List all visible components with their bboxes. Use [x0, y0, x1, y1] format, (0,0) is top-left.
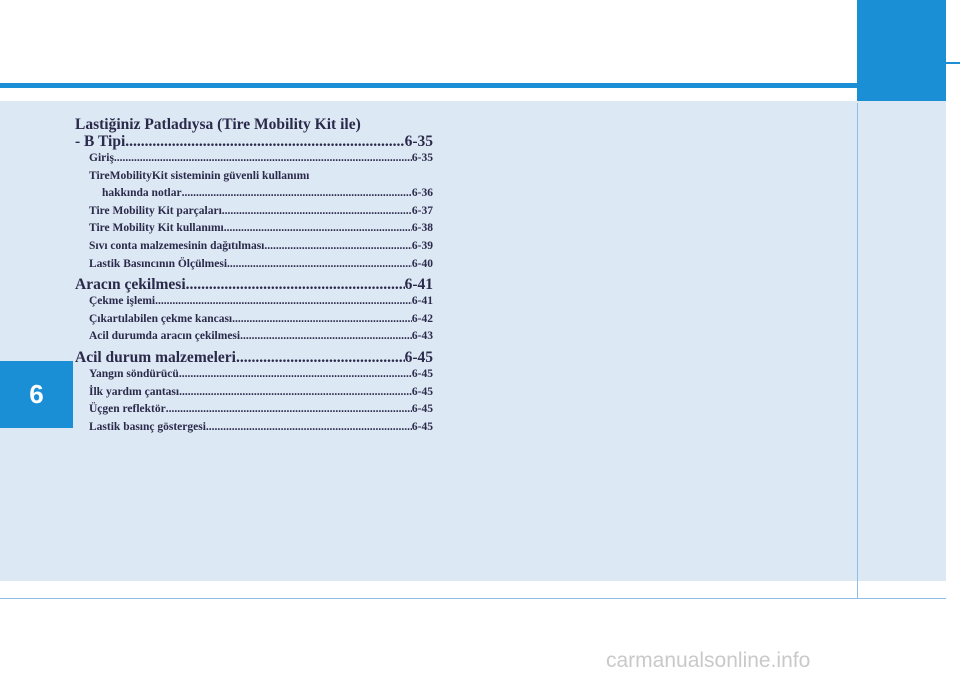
toc-entry-label[interactable]: TireMobilityKit sisteminin güvenli kullanımı — [89, 169, 310, 182]
page-number: 6-45 — [411, 385, 433, 398]
toc-section-title: Acil durum malzemeleri — [75, 348, 236, 366]
toc-entry[interactable] — [75, 328, 433, 346]
dot-leader — [114, 150, 412, 168]
right-tick — [946, 62, 960, 64]
toc-entry-label: Tire Mobility Kit parçaları — [89, 204, 222, 217]
toc-entry-label: Acil durumda aracın çekilmesi — [89, 330, 241, 343]
toc-entry-label: İlk yardım çantası — [89, 385, 180, 398]
toc-section-title[interactable]: Lastiğiniz Patladıysa (Tire Mobility Kit ile) — [75, 116, 361, 133]
toc-entry[interactable] — [75, 401, 433, 419]
toc-entry-label: Lastik basınç göstergesi — [89, 420, 206, 433]
dot-leader — [179, 366, 412, 384]
toc-entry[interactable] — [75, 150, 433, 168]
toc-section-entry[interactable] — [75, 349, 433, 366]
toc-entry[interactable] — [75, 220, 433, 238]
toc-entry[interactable] — [75, 311, 433, 329]
toc-entry-label: Giriş — [89, 152, 114, 164]
toc-entry[interactable] — [75, 293, 433, 311]
toc-entry[interactable] — [75, 419, 433, 437]
top-rule — [0, 83, 858, 88]
page-number: 6-37 — [411, 204, 433, 217]
toc-entry[interactable] — [75, 203, 433, 221]
toc-entry-label: hakkında notlar — [102, 187, 182, 200]
toc-section-entry[interactable] — [75, 276, 433, 293]
margin-line — [857, 103, 858, 599]
dot-leader — [179, 384, 412, 402]
page-number: 6-35 — [411, 152, 433, 164]
page-number: 6-35 — [404, 133, 433, 150]
dot-leader — [186, 276, 405, 293]
page-number: 6-36 — [411, 187, 433, 200]
page-number: 6-45 — [411, 420, 433, 433]
dot-leader — [264, 238, 412, 256]
dot-leader — [166, 401, 412, 419]
page-number: 6-45 — [411, 403, 433, 416]
corner-tab — [857, 0, 946, 103]
toc-entry-label: Lastik Basıncının Ölçülmesi — [89, 257, 228, 270]
toc-entry[interactable] — [75, 238, 433, 256]
dot-leader — [206, 419, 412, 437]
toc-section-title: - B Tipi — [75, 133, 126, 150]
dot-leader — [236, 349, 405, 366]
toc-entry-label: Yangın söndürücü — [89, 367, 179, 380]
page-number: 6-40 — [411, 257, 433, 270]
toc-section-entry[interactable] — [75, 133, 433, 150]
page-number: 6-39 — [411, 239, 433, 252]
dot-leader — [232, 311, 412, 329]
dot-leader — [125, 133, 404, 150]
toc-entry-label: Tire Mobility Kit kullanımı — [89, 222, 224, 235]
dot-leader — [182, 185, 412, 203]
toc-entry-label: Üçgen reflektör — [89, 403, 166, 416]
dot-leader — [240, 328, 412, 346]
table-of-contents — [75, 116, 433, 436]
dot-leader — [222, 203, 412, 221]
page-number: 6-41 — [404, 276, 433, 294]
chapter-tab[interactable]: 6 — [0, 361, 73, 428]
dot-leader — [155, 293, 412, 311]
toc-entry[interactable] — [75, 384, 433, 402]
page-number: 6-45 — [411, 367, 433, 380]
bottom-line — [0, 598, 946, 599]
toc-entry-label: Çıkartılabilen çekme kancası — [89, 312, 233, 325]
dot-leader — [224, 220, 412, 238]
toc-section-title: Aracın çekilmesi — [75, 276, 186, 294]
toc-entry[interactable] — [75, 185, 433, 203]
page-number: 6-45 — [404, 348, 433, 366]
toc-entry[interactable] — [75, 256, 433, 274]
dot-leader — [227, 256, 412, 274]
toc-entry-label: Sıvı conta malzemesinin dağıtılması — [89, 239, 265, 252]
page-number: 6-42 — [411, 312, 433, 325]
watermark: carmanualsonline.info — [606, 649, 811, 672]
toc-entry-label: Çekme işlemi — [89, 295, 156, 308]
page-number: 6-38 — [411, 222, 433, 235]
toc-entry[interactable] — [75, 366, 433, 384]
page-number: 6-41 — [411, 295, 433, 308]
page-number: 6-43 — [411, 330, 433, 343]
